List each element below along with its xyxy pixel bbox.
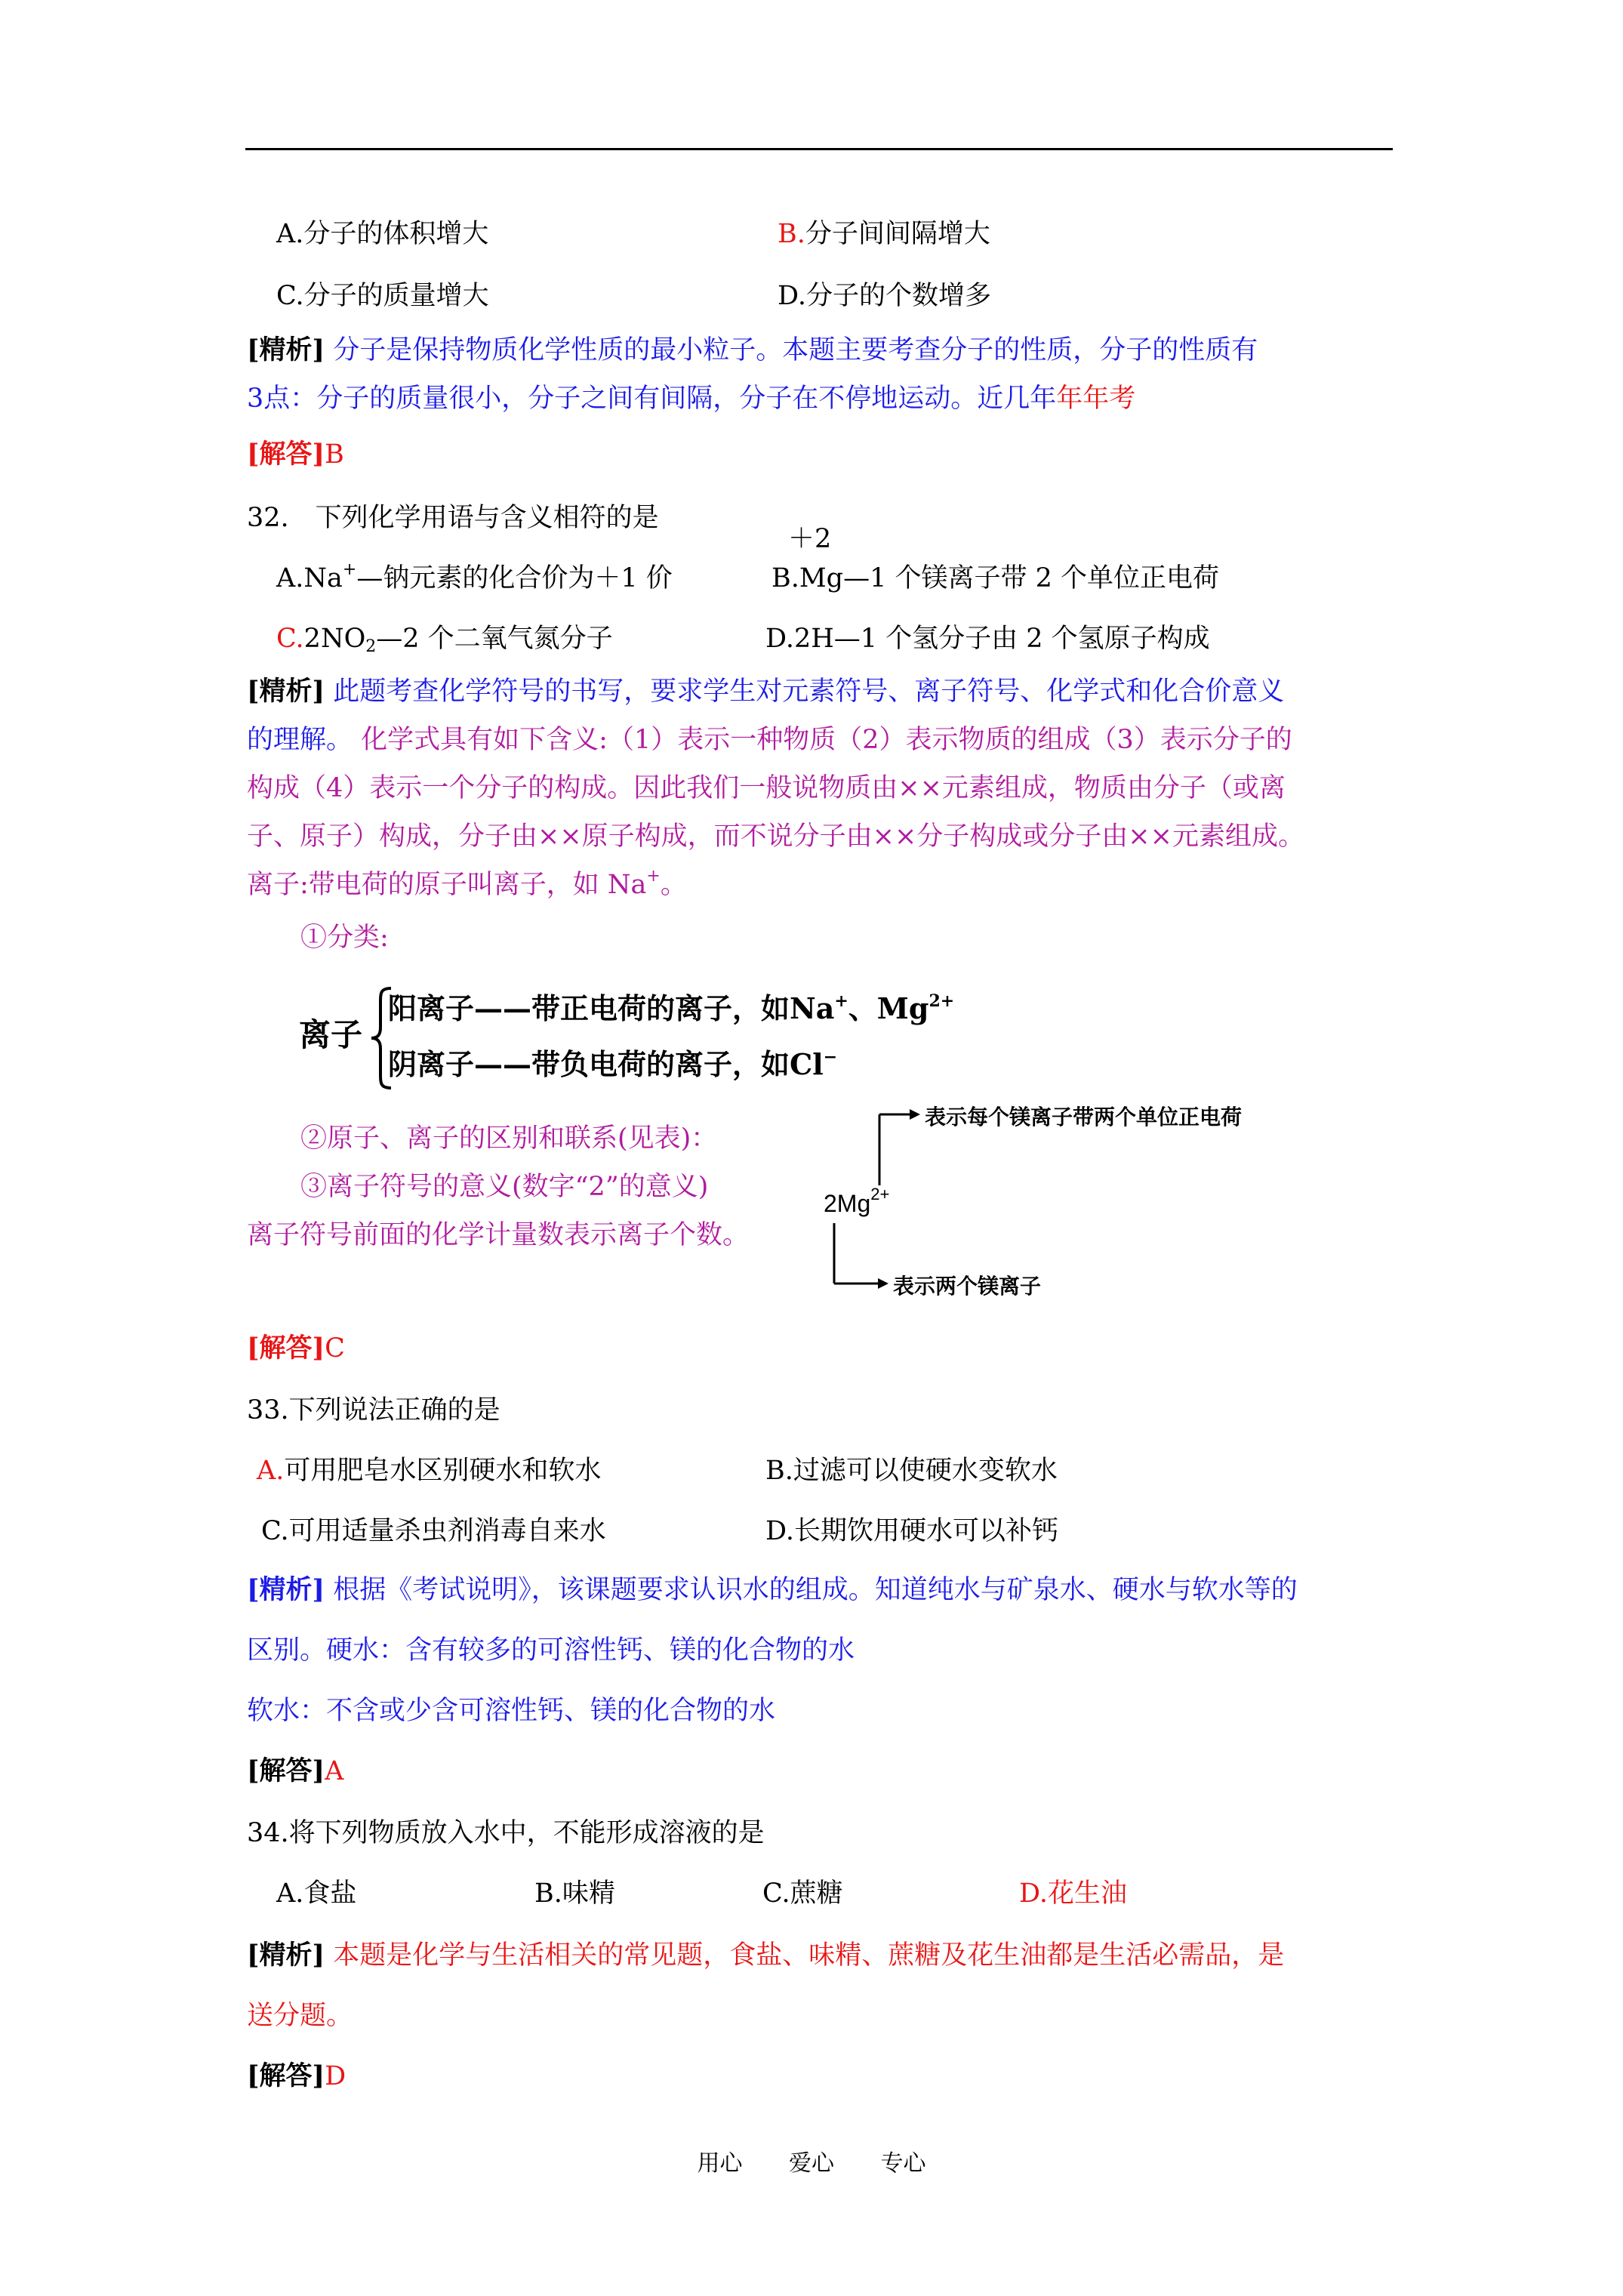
diagram-symbol: $2Mg^{2+}$: [824, 1185, 890, 1217]
q34-analysis-line1: [精析] 本题是化学与生活相关的常见题，食盐、味精、蔗糖及花生油都是生活必需品，是: [247, 1940, 1285, 1971]
q32-point3: ③离子符号的意义(数字“2”的意义): [300, 1172, 709, 1202]
q33-analysis-line2: 区别。硬水：含有较多的可溶性钙、镁的化合物的水: [247, 1635, 855, 1666]
q32-point2: ②原子、离子的区别和联系(见表)：: [300, 1123, 718, 1154]
q33-option-c: C.可用适量杀虫剂消毒自来水: [261, 1516, 606, 1546]
ion-label: 离子: [299, 1016, 363, 1053]
q32-option-d: D.2H—1 个氢分子由 2 个氢原子构成: [765, 624, 1210, 654]
q32-classify-heading: ①分类:: [300, 923, 389, 953]
q31-option-c: C.分子的质量增大: [276, 281, 489, 311]
q32-option-b: B.Mg—1 个镁离子带 2 个单位正电荷: [771, 563, 1220, 593]
q32-answer: [解答]C: [247, 1333, 345, 1364]
anion-row: 阴离子——带负电荷的离子，如Cl−: [388, 1047, 838, 1081]
q31-analysis-line1: [精析] 分子是保持物质化学性质的最小粒子。本题主要考查分子的性质，分子的性质有: [247, 334, 1258, 365]
footer-item: 用心: [697, 2150, 743, 2177]
q31-option-b: B.分子间间隔增大: [778, 219, 990, 249]
diagram-top-label: 表示每个镁离子带两个单位正电荷: [925, 1105, 1243, 1130]
header-rule: [245, 148, 1393, 150]
footer-item: 爱心: [789, 2150, 834, 2177]
page-footer: [0, 2144, 1623, 2177]
q32-option-a: A.Na+—钠元素的化合价为＋1 价: [276, 560, 673, 593]
q32-analysis-line2: 的理解。 化学式具有如下含义:（1）表示一种物质（2）表示物质的组成（3）表示分子的: [247, 725, 1292, 755]
q31-answer: [解答]B: [247, 439, 344, 470]
cation-row: 阳离子——带正电荷的离子，如Na+、$Mg^{2+}$: [388, 991, 955, 1025]
q32-stem: 32. 下列化学用语与含义相符的是: [247, 503, 659, 533]
q34-option-c: C.蔗糖: [762, 1878, 843, 1909]
ion-symbol-diagram: [819, 1095, 1347, 1299]
q34-answer: [解答]D: [247, 2060, 346, 2091]
q31-option-d: D.分子的个数增多: [778, 281, 991, 311]
q34-option-b: B.味精: [534, 1878, 615, 1909]
q32-valence-mark: ＋2: [788, 524, 832, 554]
q32-analysis-line3: 构成（4）表示一个分子的构成。因此我们一般说物质由××元素组成，物质由分子（或离: [247, 773, 1286, 803]
q33-analysis-line3: 软水：不含或少含可溶性钙、镁的化合物的水: [247, 1696, 776, 1726]
q32-point3b: 离子符号前面的化学计量数表示离子个数。: [247, 1220, 750, 1250]
q32-analysis-line5: 离子:带电荷的原子叫离子，如 Na+。: [247, 867, 687, 900]
q32-analysis-line1: [精析] 此题考查化学符号的书写，要求学生对元素符号、离子符号、化学式和化合价意义: [247, 676, 1285, 707]
q33-option-b: B.过滤可以使硬水变软水: [765, 1456, 1058, 1486]
footer-item: 专心: [880, 2150, 926, 2177]
diagram-bottom-label: 表示两个镁离子: [893, 1274, 1042, 1299]
q32-option-c: $C.2NO_2—2$ 个二氧气氮分子: [276, 624, 613, 656]
q32-analysis-line4: 子、原子）构成，分子由××原子构成，而不说分子由××分子构成或分子由××元素组成。: [247, 821, 1304, 852]
q33-option-a: A.可用肥皂水区别硬水和软水: [257, 1456, 602, 1486]
q33-option-d: D.长期饮用硬水可以补钙: [765, 1516, 1058, 1546]
q34-stem: 34.将下列物质放入水中，不能形成溶液的是: [247, 1818, 765, 1848]
q34-option-d: D.花生油: [1019, 1878, 1127, 1909]
q34-analysis-line2: 送分题。: [247, 2001, 353, 2031]
q33-analysis-line1: [精析] 根据《考试说明》，该课题要求认识水的组成。知道纯水与矿泉水、硬水与软水等的: [247, 1574, 1298, 1605]
q34-option-a: A.食盐: [276, 1878, 357, 1909]
q33-stem: 33.下列说法正确的是: [247, 1395, 500, 1425]
q31-analysis-line2: 3点：分子的质量很小，分子之间有间隔，分子在不停地运动。近几年年年考: [247, 384, 1136, 414]
q31-option-a: A.分子的体积增大: [276, 219, 489, 249]
q33-answer: [解答]A: [247, 1755, 344, 1786]
